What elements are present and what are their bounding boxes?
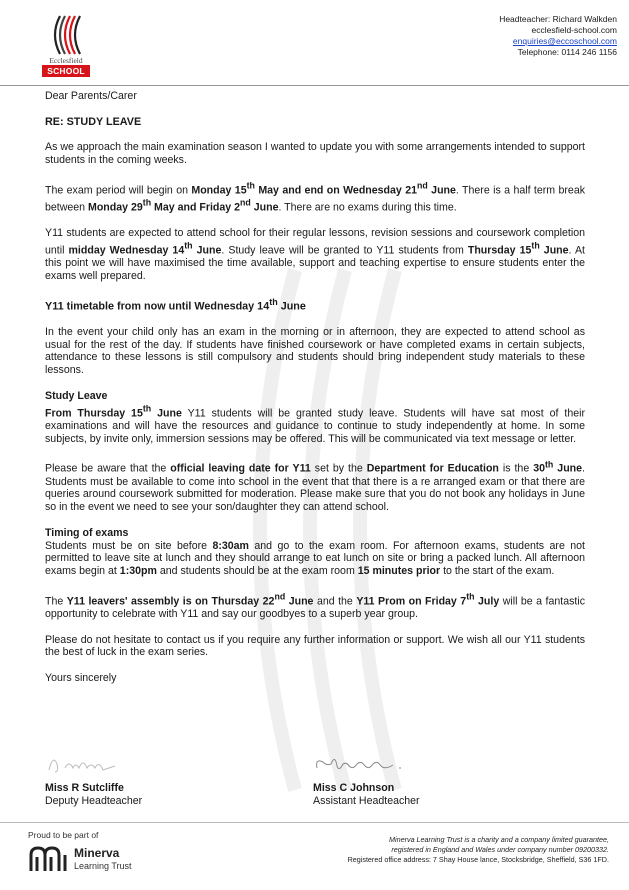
legal-text (289, 835, 609, 865)
signature-johnson-icon (313, 750, 423, 778)
celebration-paragraph: The Y11 leavers' assembly is on Thursday 22nd June and the Y11 Prom on Friday 7th July will be a fantastic opportunity to celebrate with Y11 and say our goodbyes to a superb year group. (45, 591, 585, 621)
intro-paragraph: As we approach the main examination season I wanted to update you with some arrangements intended to support students in the coming weeks. (45, 141, 585, 166)
contact-block (499, 14, 617, 58)
study-leave-heading: Study Leave (45, 389, 108, 402)
sutcliffe-name: Miss R Sutcliffe (45, 781, 124, 794)
email-link[interactable]: enquiries@eccoschool.com (512, 36, 617, 46)
attendance-paragraph: Y11 students are expected to attend school for their regular lessons, revision sessions and coursework completion until midday Wednesday 14th June. Study leave will be granted to Y11 students from Thursday 15th June. At this point we will have maximised the time available, support and teaching expertise to ensure students enter the exams well prepared. (45, 227, 585, 282)
closing-paragraph: Please do not hesitate to contact us if you require any further information or support. We wish all our Y11 students the best of luck in the exam series. (45, 633, 585, 659)
website-line: ecclesfield-school.com (531, 25, 617, 35)
timing-heading: Timing of exams (45, 526, 129, 539)
legal-line-3: Registered office address: 7 Shay House lance, Stocksbridge, Sheffield, S36 1FD. (347, 855, 609, 864)
sutcliffe-role: Deputy Headteacher (45, 794, 143, 807)
timetable-paragraph: In the event your child only has an exam in the morning or in afternoon, they are expected to attend school as usual for the rest of the day. If students have finished coursework or have completed exams in certain subjects, attendance to these lessons is still compulsory and students should bring independent study materials to these lessons. (45, 325, 585, 377)
footer-divider (0, 822, 629, 823)
telephone-line: Telephone: 0114 246 1156 (517, 47, 617, 57)
school-logo (40, 14, 92, 76)
headteacher-line: Headteacher: Richard Walkden (499, 14, 617, 24)
signature-sutcliffe-icon (45, 750, 135, 778)
logo-town: Ecclesfield (49, 56, 83, 65)
letter-body (45, 90, 585, 685)
johnson-name: Miss C Johnson (313, 781, 395, 794)
legal-line-2: registered in England and Wales under company number 09200332. (391, 845, 609, 854)
minerva-sub: Learning Trust (74, 861, 132, 871)
leaving-date-paragraph: Please be aware that the official leaving date for Y11 set by the Department for Education is the 30th June. Students must be available to come into school in the event that that there is a re arranged exam or that there are queries around coursework submitted for moderation. Please make sure that you do not book any holidays in June so in the event we need to see your son/daughter they can attend school. (45, 459, 585, 514)
school-crest-icon (50, 14, 84, 56)
closing-line: Yours sincerely (45, 672, 117, 685)
study-leave-section: Study Leave From Thursday 15th June Y11 students will be granted study leave. Students will have sat most of their examinations and will have the resources and guidance to continue to study independently at home. In some subjects, by invite only, immersion sessions may be offered. This will be communicated via text message or letter. (45, 389, 586, 445)
signature-sutcliffe (45, 750, 142, 807)
signature-row (45, 750, 605, 810)
johnson-role: Assistant Headteacher (313, 794, 420, 807)
minerva-logo-icon (28, 845, 68, 873)
proud-text: Proud to be part of (28, 830, 99, 840)
exam-period-paragraph: The exam period will begin on Monday 15th May and end on Wednesday 21nd June. There is a half term break between Monday 29th May and Friday 2nd June. There are no exams during this time. (45, 180, 586, 214)
logo-school: SCHOOL (42, 65, 90, 77)
signature-johnson (313, 750, 423, 807)
salutation: Dear Parents/Carer (45, 90, 137, 102)
timetable-heading: Y11 timetable from now until Wednesday 14th June (45, 296, 306, 313)
legal-line-1: Minerva Learning Trust is a charity and a company limited guarantee, (389, 835, 609, 844)
timing-section: Timing of exams Students must be on site before 8:30am and go to the exam room. For afternoon exams, students are not permitted to leave site at lunch and they should arrange to eat lunch on site or bring a packed lunch. All afternoon exams begin at 1:30pm and students should be at the exam room 15 minutes prior to the start of the exam. (45, 526, 585, 578)
header-divider (0, 85, 629, 86)
subject-heading: RE: STUDY LEAVE (45, 115, 142, 128)
minerva-name: Minerva (74, 846, 120, 860)
